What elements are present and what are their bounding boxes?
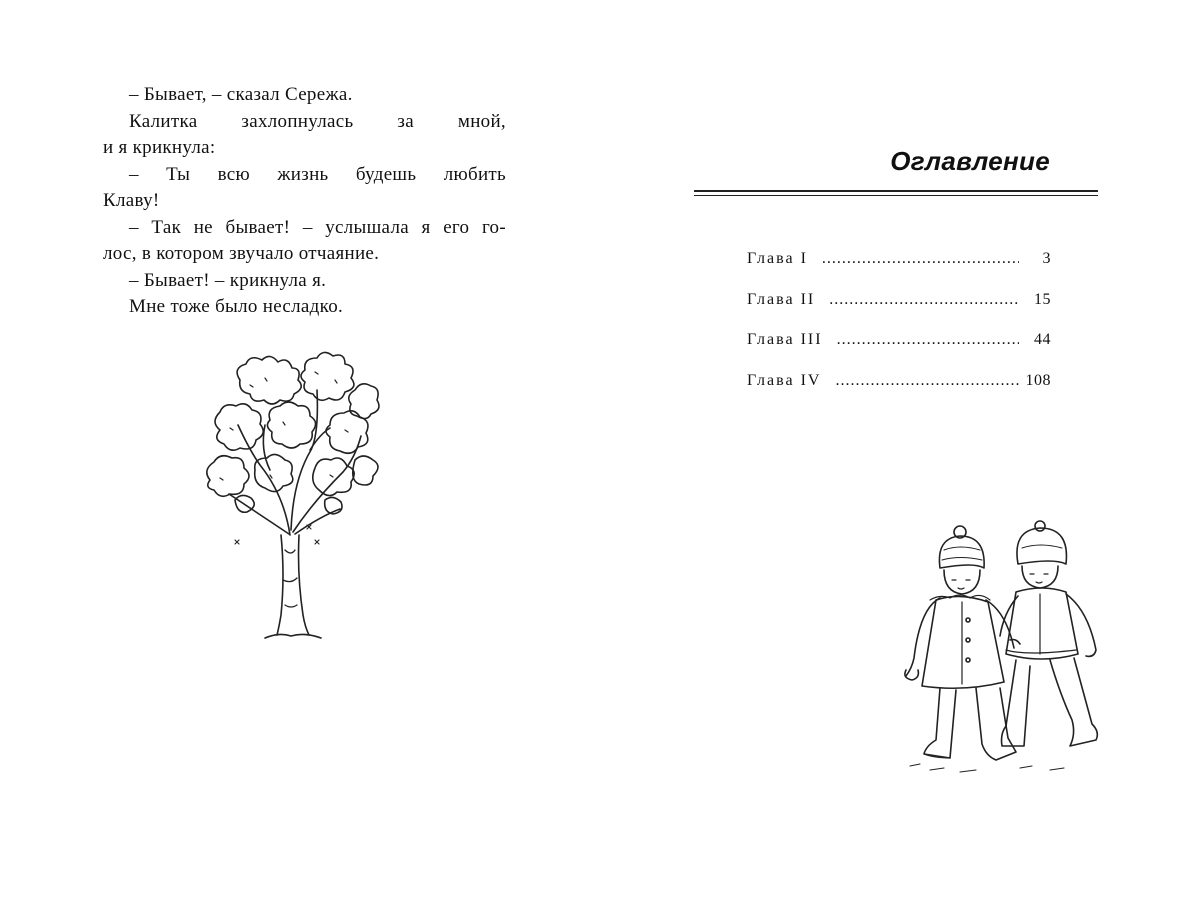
toc-entry[interactable] — [747, 291, 1051, 332]
toc-entry-page: 15 — [1034, 290, 1051, 308]
story-line: и я крикнула: — [103, 137, 216, 158]
story-line: – Так не бывает! – услышала я его го- — [129, 216, 506, 238]
toc-entry[interactable] — [747, 372, 1051, 413]
toc-entry-label: Глава I — [747, 250, 808, 267]
story-line: – Бывает, – сказал Сережа. — [129, 84, 353, 105]
toc-entry-label: Глава II — [747, 290, 816, 308]
toc-leader-dots — [829, 291, 1019, 309]
toc-entry-page: 3 — [1042, 250, 1051, 267]
toc-leader-dots — [822, 250, 1019, 268]
toc-entry-label: Глава IV — [747, 371, 822, 389]
story-line: Калитка захлопнулась за мной, — [129, 110, 506, 132]
right-page — [600, 0, 1200, 900]
toc-leader-dots — [835, 372, 1019, 390]
toc-title: Оглавление — [890, 146, 1050, 176]
story-line: Клаву! — [103, 190, 160, 211]
toc-entry-page: 44 — [1034, 331, 1051, 348]
story-line: Мне тоже было несладко. — [129, 296, 344, 317]
story-text — [103, 82, 506, 321]
toc-leader-dots — [837, 331, 1019, 349]
toc-divider — [694, 195, 1098, 196]
story-line: лос, в котором звучало отчаяние. — [103, 243, 380, 264]
story-line: – Бывает! – крикнула я. — [129, 269, 327, 291]
children-walking-illustration — [900, 520, 1120, 785]
toc-entry-label: Глава III — [747, 331, 823, 348]
tree-illustration — [195, 350, 395, 645]
toc-list — [747, 250, 1051, 412]
toc-entry-page: 108 — [1025, 371, 1051, 389]
toc-divider — [694, 190, 1098, 192]
toc-entry[interactable] — [747, 331, 1051, 372]
story-line: – Ты всю жизнь будешь любить — [129, 163, 506, 185]
toc-entry[interactable] — [747, 250, 1051, 291]
